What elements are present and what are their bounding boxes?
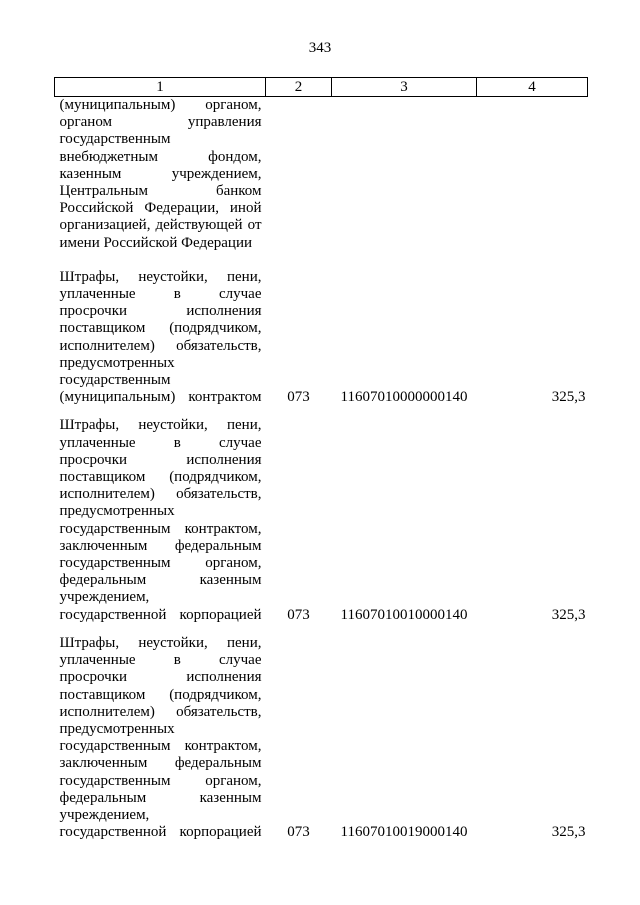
page-number: 343: [308, 40, 332, 56]
header-col-4: 4: [477, 78, 588, 97]
name-line: уплаченные в случае: [59, 286, 262, 303]
budget-code-cell: [332, 97, 477, 252]
name-line: исполнителем) обязательств,: [59, 337, 262, 354]
name-line: поставщиком (подрядчиком,: [59, 320, 262, 337]
table-header-row: [55, 78, 588, 97]
name-line: Штрафы, неустойки, пени,: [59, 268, 262, 285]
spacer-cell: [477, 624, 588, 635]
name-line: уплаченные в случае: [59, 652, 262, 669]
name-line: учреждением,: [59, 589, 150, 606]
name-line: заключенным федеральным: [59, 755, 262, 772]
row-spacer: [55, 252, 588, 269]
spacer-cell: [266, 406, 332, 417]
admin-code-cell: [266, 97, 332, 252]
spacer-cell: [55, 624, 266, 635]
name-line: организацией, действующей от: [59, 217, 262, 234]
spacer-cell: [332, 624, 477, 635]
name-line: (муниципальным) органом,: [59, 97, 262, 113]
admin-code-cell: 073: [287, 824, 310, 841]
header-col-1: 1: [55, 78, 266, 97]
income-name-cell: [55, 635, 266, 841]
name-line: учреждением,: [59, 806, 150, 823]
table-row: [55, 269, 588, 407]
income-name-cell: [55, 269, 266, 407]
income-name-cell: [55, 97, 266, 252]
spacer-cell: [477, 406, 588, 417]
budget-code-cell: 11607010010000140: [340, 606, 468, 623]
name-line: федеральным казенным: [59, 789, 262, 806]
name-line: государственным контрактом,: [59, 738, 262, 755]
amount-cell: 325,3: [551, 606, 586, 623]
budget-table: [54, 77, 588, 841]
name-line: Центральным банком: [59, 183, 262, 200]
name-line: федеральным казенным: [59, 572, 262, 589]
name-line: заключенным федеральным: [59, 537, 262, 554]
header-col-3: 3: [332, 78, 477, 97]
name-line: предусмотренных: [59, 354, 175, 371]
name-line: внебюджетным фондом,: [59, 148, 262, 165]
name-line: государственным органом,: [59, 772, 262, 789]
budget-code-cell: 11607010019000140: [340, 824, 468, 841]
name-line: государственной корпорацией: [59, 606, 262, 623]
name-line: государственным: [59, 131, 171, 148]
name-line: государственной корпорацией: [59, 824, 262, 841]
name-line: государственным контрактом,: [59, 520, 262, 537]
table-row: [55, 97, 588, 252]
spacer-cell: [266, 624, 332, 635]
name-line: казенным учреждением,: [59, 165, 262, 182]
spacer-cell: [266, 252, 332, 269]
name-line: предусмотренных: [59, 503, 175, 520]
name-line: поставщиком (подрядчиком,: [59, 686, 262, 703]
name-line: (муниципальным) контрактом: [59, 389, 262, 406]
spacer-cell: [55, 252, 266, 269]
name-line: поставщиком (подрядчиком,: [59, 469, 262, 486]
name-line: предусмотренных: [59, 720, 175, 737]
income-name-cell: [55, 417, 266, 623]
amount-cell: 325,3: [551, 389, 586, 406]
table-row: [55, 417, 588, 623]
name-line: просрочки исполнения: [59, 451, 262, 468]
name-line: органом управления: [59, 114, 262, 131]
name-line: просрочки исполнения: [59, 303, 262, 320]
spacer-cell: [332, 252, 477, 269]
spacer-cell: [55, 406, 266, 417]
budget-code-cell: 11607010000000140: [340, 389, 468, 406]
table-row: [55, 635, 588, 841]
row-spacer: [55, 624, 588, 635]
admin-code-cell: 073: [287, 606, 310, 623]
amount-cell: [477, 97, 588, 252]
amount-cell: 325,3: [551, 824, 586, 841]
table-body: [55, 97, 588, 842]
name-line: имени Российской Федерации: [59, 234, 252, 251]
name-line: исполнителем) обязательств,: [59, 486, 262, 503]
name-line: Штрафы, неустойки, пени,: [59, 417, 262, 434]
spacer-cell: [477, 252, 588, 269]
name-line: государственным: [59, 372, 171, 389]
header-col-2: 2: [266, 78, 332, 97]
name-line: просрочки исполнения: [59, 669, 262, 686]
name-line: государственным органом,: [59, 555, 262, 572]
name-line: исполнителем) обязательств,: [59, 703, 262, 720]
name-line: уплаченные в случае: [59, 434, 262, 451]
row-spacer: [55, 406, 588, 417]
admin-code-cell: 073: [287, 389, 310, 406]
name-line: Штрафы, неустойки, пени,: [59, 634, 262, 651]
spacer-cell: [332, 406, 477, 417]
name-line: Российской Федерации, иной: [59, 200, 262, 217]
